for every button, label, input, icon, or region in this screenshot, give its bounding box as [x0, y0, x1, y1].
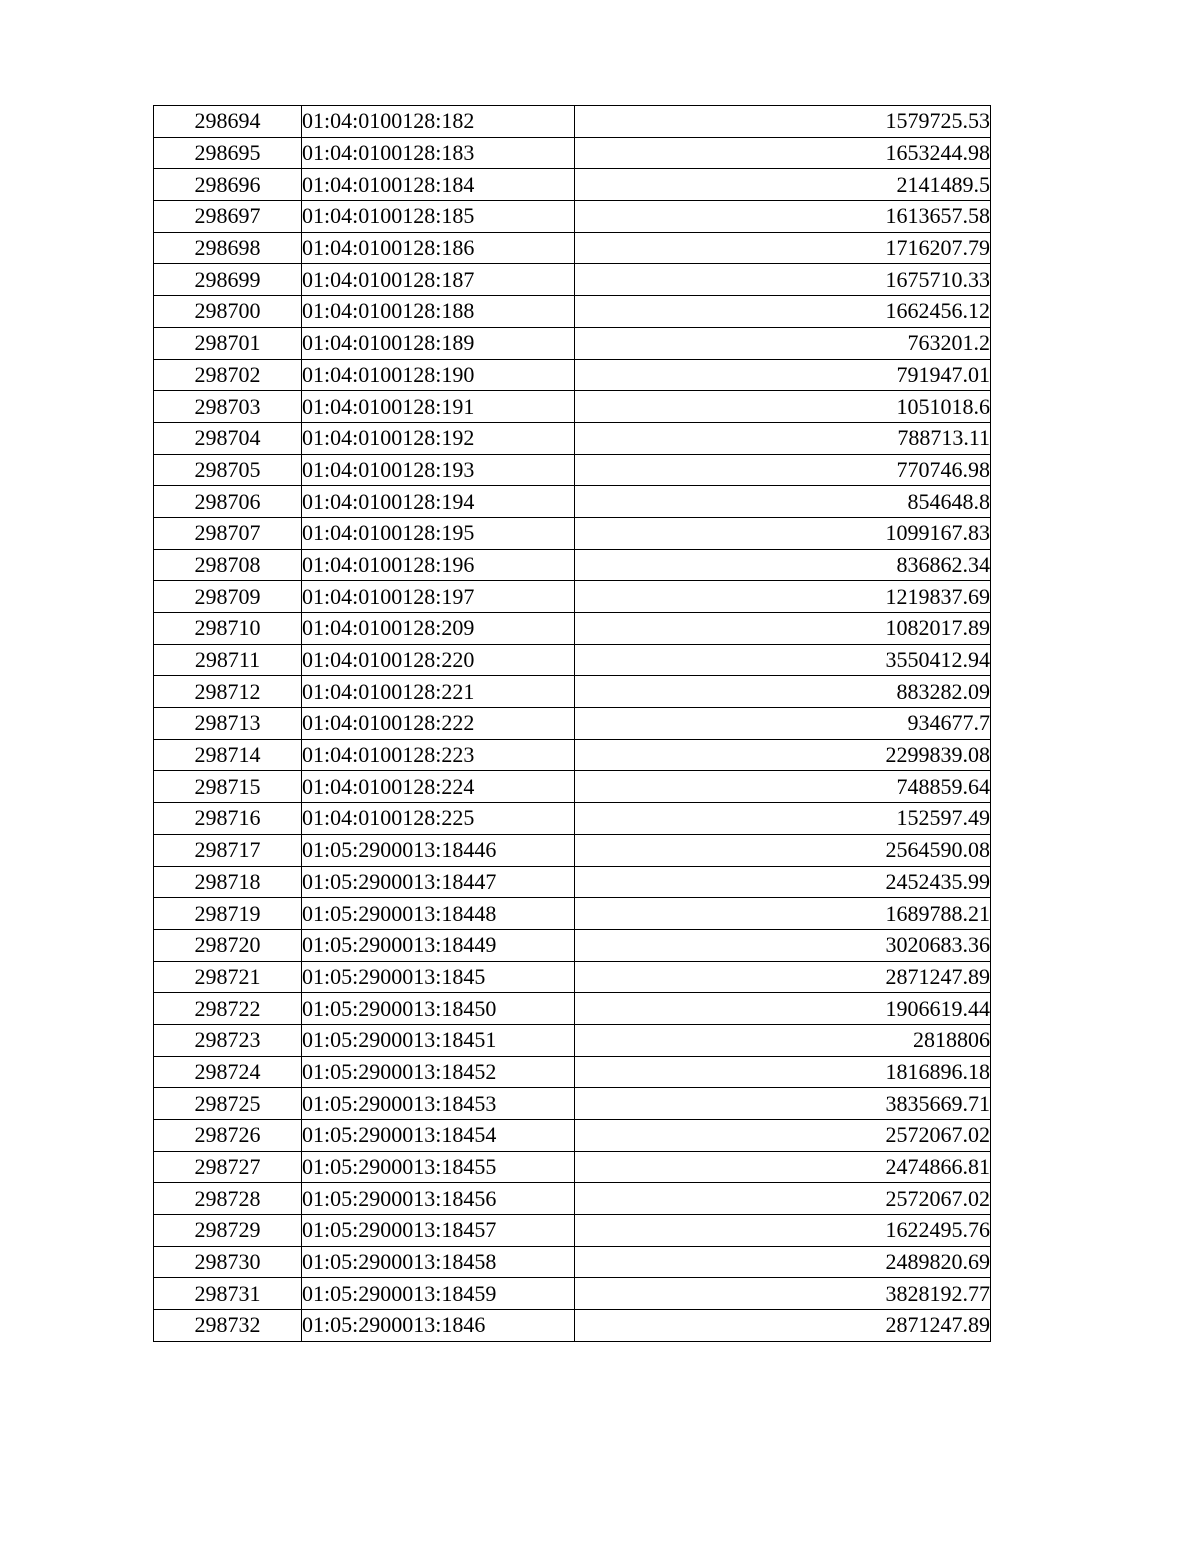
row-id-cell: 298714 — [154, 739, 302, 771]
table-row — [154, 201, 991, 233]
table-row — [154, 803, 991, 835]
cadastral-number-cell: 01:04:0100128:223 — [302, 739, 575, 771]
amount-cell: 1613657.58 — [575, 201, 991, 233]
row-id-cell: 298709 — [154, 581, 302, 613]
table-row — [154, 1120, 991, 1152]
row-id-cell: 298708 — [154, 549, 302, 581]
amount-cell: 2452435.99 — [575, 866, 991, 898]
amount-cell: 1689788.21 — [575, 898, 991, 930]
amount-cell: 3828192.77 — [575, 1278, 991, 1310]
amount-cell: 836862.34 — [575, 549, 991, 581]
amount-cell: 854648.8 — [575, 486, 991, 518]
table-row — [154, 327, 991, 359]
row-id-cell: 298701 — [154, 327, 302, 359]
cadastral-number-cell: 01:04:0100128:224 — [302, 771, 575, 803]
amount-cell: 1675710.33 — [575, 264, 991, 296]
table-row — [154, 1215, 991, 1247]
amount-cell: 3020683.36 — [575, 929, 991, 961]
table-row — [154, 1024, 991, 1056]
row-id-cell: 298694 — [154, 106, 302, 138]
row-id-cell: 298720 — [154, 929, 302, 961]
row-id-cell: 298718 — [154, 866, 302, 898]
amount-cell: 1622495.76 — [575, 1215, 991, 1247]
cadastral-number-cell: 01:04:0100128:197 — [302, 581, 575, 613]
cadastral-number-cell: 01:04:0100128:191 — [302, 391, 575, 423]
table-row — [154, 169, 991, 201]
cadastral-number-cell: 01:04:0100128:186 — [302, 232, 575, 264]
amount-cell: 1579725.53 — [575, 106, 991, 138]
cadastral-number-cell: 01:05:2900013:18459 — [302, 1278, 575, 1310]
data-table — [153, 105, 991, 1342]
table-row — [154, 866, 991, 898]
cadastral-number-cell: 01:04:0100128:185 — [302, 201, 575, 233]
row-id-cell: 298704 — [154, 422, 302, 454]
cadastral-number-cell: 01:04:0100128:182 — [302, 106, 575, 138]
row-id-cell: 298702 — [154, 359, 302, 391]
cadastral-number-cell: 01:05:2900013:1845 — [302, 961, 575, 993]
cadastral-number-cell: 01:04:0100128:225 — [302, 803, 575, 835]
row-id-cell: 298707 — [154, 517, 302, 549]
table-row — [154, 961, 991, 993]
amount-cell: 934677.7 — [575, 708, 991, 740]
amount-cell: 2818806 — [575, 1024, 991, 1056]
row-id-cell: 298715 — [154, 771, 302, 803]
table-row — [154, 739, 991, 771]
amount-cell: 2871247.89 — [575, 1310, 991, 1342]
row-id-cell: 298727 — [154, 1151, 302, 1183]
cadastral-number-cell: 01:05:2900013:18457 — [302, 1215, 575, 1247]
table-row — [154, 137, 991, 169]
cadastral-number-cell: 01:05:2900013:18458 — [302, 1246, 575, 1278]
amount-cell: 1653244.98 — [575, 137, 991, 169]
cadastral-number-cell: 01:05:2900013:18455 — [302, 1151, 575, 1183]
table-row — [154, 422, 991, 454]
amount-cell: 2871247.89 — [575, 961, 991, 993]
cadastral-number-cell: 01:04:0100128:192 — [302, 422, 575, 454]
cadastral-number-cell: 01:04:0100128:221 — [302, 676, 575, 708]
row-id-cell: 298722 — [154, 993, 302, 1025]
row-id-cell: 298699 — [154, 264, 302, 296]
row-id-cell: 298705 — [154, 454, 302, 486]
cadastral-number-cell: 01:05:2900013:18451 — [302, 1024, 575, 1056]
row-id-cell: 298732 — [154, 1310, 302, 1342]
table-row — [154, 581, 991, 613]
row-id-cell: 298724 — [154, 1056, 302, 1088]
table-row — [154, 929, 991, 961]
row-id-cell: 298719 — [154, 898, 302, 930]
table-row — [154, 517, 991, 549]
cadastral-number-cell: 01:04:0100128:184 — [302, 169, 575, 201]
amount-cell: 791947.01 — [575, 359, 991, 391]
row-id-cell: 298697 — [154, 201, 302, 233]
cadastral-number-cell: 01:04:0100128:187 — [302, 264, 575, 296]
amount-cell: 3550412.94 — [575, 644, 991, 676]
table-row — [154, 898, 991, 930]
cadastral-number-cell: 01:04:0100128:188 — [302, 296, 575, 328]
row-id-cell: 298730 — [154, 1246, 302, 1278]
table-row — [154, 391, 991, 423]
row-id-cell: 298728 — [154, 1183, 302, 1215]
table-row — [154, 106, 991, 138]
amount-cell: 1662456.12 — [575, 296, 991, 328]
table-row — [154, 644, 991, 676]
table-row — [154, 1183, 991, 1215]
amount-cell: 748859.64 — [575, 771, 991, 803]
amount-cell: 3835669.71 — [575, 1088, 991, 1120]
amount-cell: 788713.11 — [575, 422, 991, 454]
table-row — [154, 676, 991, 708]
row-id-cell: 298703 — [154, 391, 302, 423]
cadastral-number-cell: 01:05:2900013:18450 — [302, 993, 575, 1025]
row-id-cell: 298716 — [154, 803, 302, 835]
row-id-cell: 298712 — [154, 676, 302, 708]
table-row — [154, 771, 991, 803]
table-row — [154, 454, 991, 486]
cadastral-number-cell: 01:04:0100128:195 — [302, 517, 575, 549]
cadastral-number-cell: 01:04:0100128:193 — [302, 454, 575, 486]
table-row — [154, 613, 991, 645]
amount-cell: 2572067.02 — [575, 1120, 991, 1152]
cadastral-number-cell: 01:05:2900013:18454 — [302, 1120, 575, 1152]
row-id-cell: 298706 — [154, 486, 302, 518]
table-row — [154, 1310, 991, 1342]
amount-cell: 770746.98 — [575, 454, 991, 486]
table-row — [154, 1088, 991, 1120]
amount-cell: 1906619.44 — [575, 993, 991, 1025]
cadastral-number-cell: 01:04:0100128:222 — [302, 708, 575, 740]
table-row — [154, 232, 991, 264]
amount-cell: 2489820.69 — [575, 1246, 991, 1278]
table-row — [154, 708, 991, 740]
row-id-cell: 298723 — [154, 1024, 302, 1056]
amount-cell: 2564590.08 — [575, 834, 991, 866]
row-id-cell: 298695 — [154, 137, 302, 169]
row-id-cell: 298726 — [154, 1120, 302, 1152]
row-id-cell: 298717 — [154, 834, 302, 866]
amount-cell: 1082017.89 — [575, 613, 991, 645]
table-row — [154, 296, 991, 328]
amount-cell: 2141489.5 — [575, 169, 991, 201]
amount-cell: 883282.09 — [575, 676, 991, 708]
cadastral-number-cell: 01:05:2900013:18446 — [302, 834, 575, 866]
row-id-cell: 298698 — [154, 232, 302, 264]
table-row — [154, 1151, 991, 1183]
cadastral-number-cell: 01:04:0100128:220 — [302, 644, 575, 676]
cadastral-number-cell: 01:05:2900013:18452 — [302, 1056, 575, 1088]
amount-cell: 763201.2 — [575, 327, 991, 359]
cadastral-number-cell: 01:05:2900013:1846 — [302, 1310, 575, 1342]
amount-cell: 2474866.81 — [575, 1151, 991, 1183]
row-id-cell: 298729 — [154, 1215, 302, 1247]
cadastral-number-cell: 01:04:0100128:194 — [302, 486, 575, 518]
amount-cell: 1099167.83 — [575, 517, 991, 549]
cadastral-number-cell: 01:05:2900013:18453 — [302, 1088, 575, 1120]
row-id-cell: 298711 — [154, 644, 302, 676]
row-id-cell: 298731 — [154, 1278, 302, 1310]
table-row — [154, 359, 991, 391]
amount-cell: 1816896.18 — [575, 1056, 991, 1088]
amount-cell: 1051018.6 — [575, 391, 991, 423]
amount-cell: 152597.49 — [575, 803, 991, 835]
table-row — [154, 1278, 991, 1310]
cadastral-number-cell: 01:05:2900013:18456 — [302, 1183, 575, 1215]
table-row — [154, 1056, 991, 1088]
cadastral-number-cell: 01:05:2900013:18449 — [302, 929, 575, 961]
table-row — [154, 1246, 991, 1278]
table-row — [154, 486, 991, 518]
cadastral-number-cell: 01:05:2900013:18447 — [302, 866, 575, 898]
row-id-cell: 298710 — [154, 613, 302, 645]
table-row — [154, 834, 991, 866]
amount-cell: 1716207.79 — [575, 232, 991, 264]
row-id-cell: 298713 — [154, 708, 302, 740]
row-id-cell: 298725 — [154, 1088, 302, 1120]
amount-cell: 2299839.08 — [575, 739, 991, 771]
table-row — [154, 264, 991, 296]
table-body — [154, 106, 991, 1342]
row-id-cell: 298700 — [154, 296, 302, 328]
cadastral-number-cell: 01:04:0100128:189 — [302, 327, 575, 359]
table-row — [154, 549, 991, 581]
row-id-cell: 298721 — [154, 961, 302, 993]
cadastral-number-cell: 01:04:0100128:196 — [302, 549, 575, 581]
row-id-cell: 298696 — [154, 169, 302, 201]
table-row — [154, 993, 991, 1025]
amount-cell: 1219837.69 — [575, 581, 991, 613]
cadastral-number-cell: 01:04:0100128:209 — [302, 613, 575, 645]
cadastral-number-cell: 01:05:2900013:18448 — [302, 898, 575, 930]
cadastral-number-cell: 01:04:0100128:190 — [302, 359, 575, 391]
cadastral-number-cell: 01:04:0100128:183 — [302, 137, 575, 169]
amount-cell: 2572067.02 — [575, 1183, 991, 1215]
